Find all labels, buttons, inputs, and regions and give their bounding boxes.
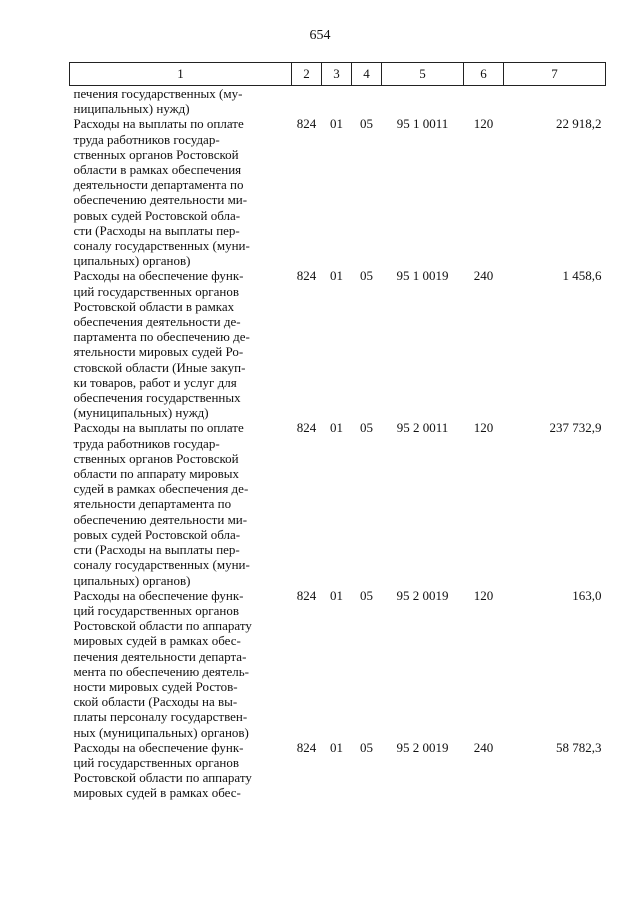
table-row xyxy=(70,420,606,587)
text-line: мировых судей в рамках обес- xyxy=(73,633,241,649)
table-row xyxy=(70,588,606,740)
cell-amount: 58 782,3 xyxy=(556,739,602,755)
cell-section: 01 xyxy=(330,116,343,132)
text-line: соналу государственных (муни- xyxy=(73,238,250,254)
cell-expense-type: 120 xyxy=(473,116,494,132)
text-line: сти (Расходы на выплаты пер- xyxy=(73,542,240,558)
cell-subsection: 05 xyxy=(360,116,373,132)
cell-expense-type: 240 xyxy=(473,268,494,284)
cell-ministry-code: 824 xyxy=(296,420,317,436)
cell-amount: 237 732,9 xyxy=(549,420,602,436)
table-row xyxy=(70,268,606,420)
cell-subsection: 05 xyxy=(360,268,373,284)
cell-section: 01 xyxy=(330,420,343,436)
text-line: деятельности департамента по xyxy=(73,177,244,193)
cell-target-article: 95 2 0019 xyxy=(396,739,449,755)
text-line: (муниципальных) нужд) xyxy=(73,405,209,421)
text-line: ственных органов Ростовской xyxy=(73,146,239,162)
text-line: Расходы на выплаты по оплате xyxy=(73,420,244,436)
cell-target-article: 95 1 0019 xyxy=(396,268,449,284)
cell-amount: 163,0 xyxy=(572,587,602,603)
cell-section: 01 xyxy=(330,587,343,603)
cell-target-article: 95 2 0011 xyxy=(396,420,449,436)
text-line: области по аппарату мировых xyxy=(73,466,239,482)
table-row xyxy=(70,116,606,268)
cell-section: 01 xyxy=(330,739,343,755)
text-line: ниципальных) нужд) xyxy=(73,101,190,117)
text-line: Ростовской области в рамках xyxy=(73,298,235,314)
cell-subsection: 05 xyxy=(360,739,373,755)
text-line: стовской области (Иные закуп- xyxy=(73,359,246,375)
cell-target-article: 95 1 0011 xyxy=(396,116,449,132)
text-line: обеспечению деятельности ми- xyxy=(73,192,248,208)
cell-subsection: 05 xyxy=(360,420,373,436)
continuation-text xyxy=(70,86,292,117)
cell-subsection: 05 xyxy=(360,587,373,603)
text-line: Расходы на обеспечение функ- xyxy=(73,268,244,284)
row-description xyxy=(70,268,292,420)
page-number: 654 xyxy=(309,28,331,43)
text-line: труда работников государ- xyxy=(73,435,220,451)
column-header-1: 1 xyxy=(70,63,292,86)
cell-amount: 22 918,2 xyxy=(556,116,602,132)
cell-ministry-code: 824 xyxy=(296,116,317,132)
column-header-7: 7 xyxy=(504,63,606,86)
text-line: ципальных) органов) xyxy=(73,572,191,588)
text-line: печения деятельности департа- xyxy=(73,648,247,664)
cell-ministry-code: 824 xyxy=(296,587,317,603)
text-line: ций государственных органов xyxy=(73,602,239,618)
text-line: ровых судей Ростовской обла- xyxy=(73,207,241,223)
text-line: ций государственных органов xyxy=(73,754,239,770)
text-line: мента по обеспечению деятель- xyxy=(73,663,249,679)
text-line: мировых судей в рамках обес- xyxy=(73,785,241,801)
text-line: Расходы на обеспечение функ- xyxy=(73,739,244,755)
text-line: Расходы на обеспечение функ- xyxy=(73,587,244,603)
row-description xyxy=(70,740,292,801)
text-line: обеспечению деятельности ми- xyxy=(73,511,248,527)
text-line: области в рамках обеспечения xyxy=(73,162,242,178)
text-line: ных (муниципальных) органов) xyxy=(73,724,249,740)
text-line: печения государственных (му- xyxy=(73,86,243,101)
text-line: ятельности департамента по xyxy=(73,496,232,512)
text-line: ки товаров, работ и услуг для xyxy=(73,374,237,390)
column-header-3: 3 xyxy=(322,63,352,86)
cell-ministry-code: 824 xyxy=(296,268,317,284)
column-header-6: 6 xyxy=(464,63,504,86)
text-line: труда работников государ- xyxy=(73,131,220,147)
column-header-5: 5 xyxy=(382,63,464,86)
text-line: обеспечения государственных xyxy=(73,390,241,406)
table-header-row xyxy=(70,63,606,86)
cell-target-article: 95 2 0019 xyxy=(396,587,449,603)
text-line: ской области (Расходы на вы- xyxy=(73,694,238,710)
cell-expense-type: 120 xyxy=(473,420,494,436)
text-line: ций государственных органов xyxy=(73,283,239,299)
row-description xyxy=(70,116,292,268)
text-line: судей в рамках обеспечения де- xyxy=(73,481,249,497)
text-line: ципальных) органов) xyxy=(73,253,191,269)
text-line: сти (Расходы на выплаты пер- xyxy=(73,222,240,238)
continuation-row xyxy=(70,86,606,117)
cell-ministry-code: 824 xyxy=(296,739,317,755)
column-header-4: 4 xyxy=(352,63,382,86)
text-line: ственных органов Ростовской xyxy=(73,450,239,466)
text-line: платы персоналу государствен- xyxy=(73,709,248,725)
text-line: ятельности мировых судей Ро- xyxy=(73,344,244,360)
text-line: Расходы на выплаты по оплате xyxy=(73,116,244,132)
text-line: ности мировых судей Ростов- xyxy=(73,678,238,694)
row-description xyxy=(70,420,292,587)
column-header-2: 2 xyxy=(292,63,322,86)
text-line: обеспечения деятельности де- xyxy=(73,314,241,330)
text-line: ровых судей Ростовской обла- xyxy=(73,526,241,542)
text-line: Ростовской области по аппарату xyxy=(73,770,252,786)
cell-amount: 1 458,6 xyxy=(562,268,602,284)
cell-expense-type: 240 xyxy=(473,739,494,755)
text-line: партамента по обеспечению де- xyxy=(73,329,250,345)
cell-expense-type: 120 xyxy=(473,587,494,603)
table-row xyxy=(70,740,606,801)
text-line: соналу государственных (муни- xyxy=(73,557,250,573)
text-line: Ростовской области по аппарату xyxy=(73,618,252,634)
budget-table xyxy=(69,62,606,801)
row-description xyxy=(70,588,292,740)
cell-section: 01 xyxy=(330,268,343,284)
